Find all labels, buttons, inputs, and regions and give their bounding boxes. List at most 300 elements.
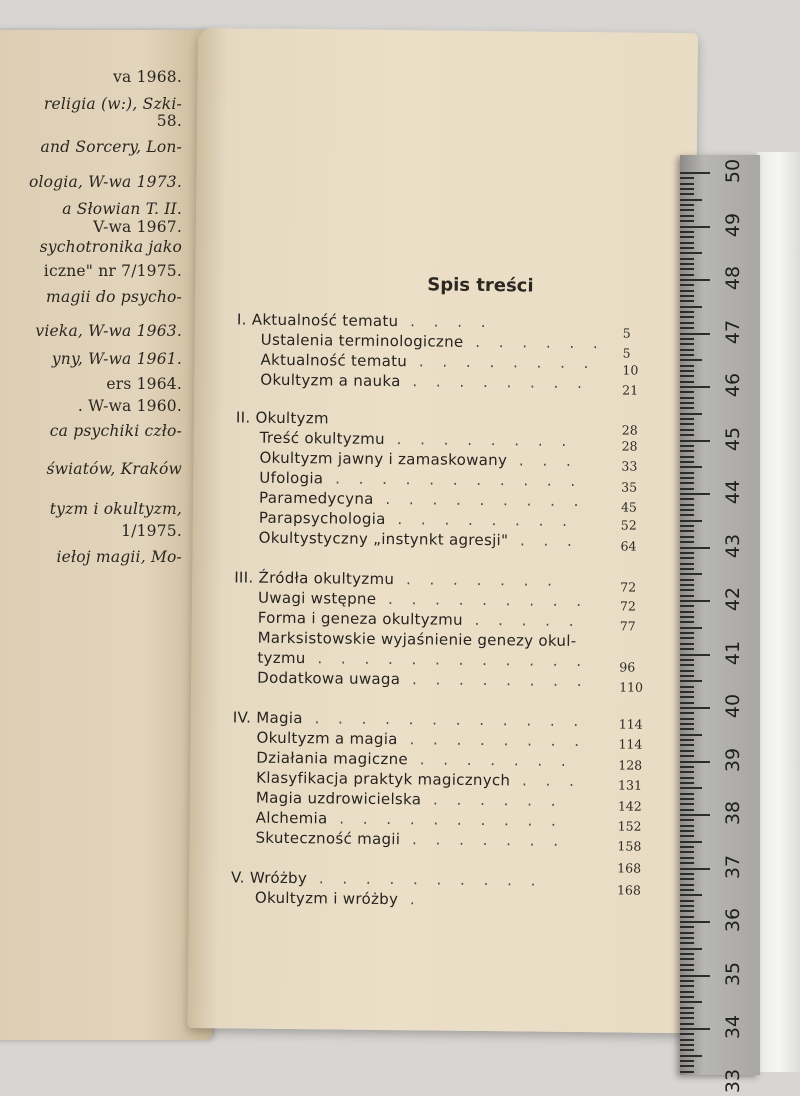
ruler-tick	[680, 386, 710, 388]
ruler-tick	[680, 744, 694, 746]
ruler-tick	[680, 830, 694, 832]
left-page-line: iełoj magii, Mo-	[56, 548, 182, 566]
toc-leader-dots: . . .	[510, 771, 581, 791]
toc-entry-title: Ufologia	[259, 468, 324, 488]
ruler-tick	[680, 461, 694, 463]
ruler-tick	[680, 1012, 694, 1014]
ruler-tick	[680, 1049, 694, 1051]
ruler-tick	[680, 686, 694, 688]
ruler-tick	[680, 894, 702, 896]
ruler-tick	[680, 338, 694, 340]
toc-entry-title: Paramedycyna	[258, 488, 374, 508]
toc-leader-dots: . . . . . . . .	[400, 372, 590, 393]
toc-page-number: 28	[621, 422, 638, 438]
toc-leader-dots: . . . . .	[462, 610, 581, 631]
toc-section	[258, 629, 577, 650]
ruler-tick	[680, 819, 694, 821]
ruler-tick	[680, 589, 694, 591]
toc-section	[260, 351, 595, 373]
toc-page-number: 110	[619, 679, 644, 695]
ruler-tick	[680, 884, 694, 886]
toc-section	[259, 529, 579, 550]
ruler-tick	[680, 391, 694, 393]
ruler-tick	[680, 975, 710, 977]
left-page-line: światów, Kraków	[46, 460, 182, 478]
ruler-tick	[680, 1065, 694, 1067]
left-page-line: vieka, W-wa 1963.	[35, 322, 182, 340]
ruler-tick	[680, 964, 694, 966]
toc-page-number: 33	[621, 458, 638, 474]
ruler-tick	[680, 958, 694, 960]
left-page-line: V-wa 1967.	[93, 218, 182, 236]
toc-entry-title: Dodatkowa uwaga	[257, 668, 401, 689]
ruler-tick	[680, 787, 702, 789]
toc-chapter	[233, 708, 586, 730]
toc-page-number: 10	[622, 362, 639, 378]
toc-leader-dots: . . .	[507, 451, 578, 471]
left-page-line: yny, W-wa 1961.	[51, 350, 182, 368]
toc-entry-title: IV. Magia	[232, 708, 303, 728]
toc-page-number: 168	[617, 860, 642, 876]
ruler-tick	[680, 654, 710, 656]
ruler-tick	[680, 1001, 702, 1003]
ruler-tick	[680, 434, 694, 436]
toc-title: Spis treści	[427, 274, 534, 297]
ruler-tick	[680, 177, 694, 179]
ruler-tick	[680, 755, 694, 757]
ruler-tick	[680, 274, 694, 276]
left-page-line: sychotronika jako	[39, 238, 182, 256]
ruler-tick	[680, 632, 694, 634]
toc-entry-title: Skuteczność magii	[255, 828, 401, 849]
ruler-tick	[680, 777, 694, 779]
toc-section	[259, 449, 577, 470]
ruler-tick	[680, 568, 694, 570]
left-page-line: va 1968.	[113, 68, 182, 86]
toc-page-number: 131	[618, 777, 643, 793]
ruler-tick	[680, 557, 694, 559]
ruler-tick	[680, 659, 694, 661]
ruler-tick	[680, 413, 702, 415]
toc-section	[258, 609, 581, 630]
ruler-tick	[680, 616, 694, 618]
left-page-line: and Sorcery, Lon-	[40, 138, 182, 156]
ruler-tick	[680, 1017, 694, 1019]
toc-leader-dots: . . . . . . . . . .	[307, 869, 543, 890]
ruler-tick	[680, 450, 694, 452]
ruler-tick	[680, 370, 694, 372]
ruler-tick	[680, 423, 694, 425]
ruler-tick	[680, 183, 694, 185]
ruler-tick	[680, 193, 694, 195]
toc-chapter	[234, 568, 559, 589]
left-page	[0, 30, 212, 1040]
ruler-tick	[680, 948, 702, 950]
toc-leader-dots: . . . . . . . .	[385, 509, 575, 530]
toc-leader-dots: . . . . . .	[463, 332, 605, 353]
ruler-tick	[680, 857, 694, 859]
toc-chapter	[231, 868, 543, 889]
toc-entry-title: Magia uzdrowicielska	[255, 788, 422, 809]
ruler-tick	[680, 204, 694, 206]
ruler-tick	[680, 664, 694, 666]
ruler-number: 37	[722, 854, 744, 879]
toc-page-number: 28	[621, 438, 638, 454]
toc-leader-dots: . . . . . . . .	[407, 352, 596, 373]
ruler-tick	[680, 675, 694, 677]
toc-page-number: 152	[617, 818, 642, 834]
ruler-tick	[680, 482, 694, 484]
toc-entry-title: Okultyzm a nauka	[260, 370, 401, 391]
ruler-tick	[680, 1033, 694, 1035]
ruler-tick	[680, 375, 694, 377]
toc-chapter	[236, 408, 329, 427]
toc-leader-dots: . . . . . . . . .	[373, 489, 586, 511]
ruler-tick	[680, 782, 694, 784]
toc-page-number: 5	[622, 345, 631, 361]
ruler-tick	[680, 242, 694, 244]
toc-page-number: 128	[618, 757, 643, 773]
toc-section	[257, 669, 589, 690]
ruler-tick	[680, 670, 694, 672]
ruler-tick	[680, 354, 694, 356]
ruler-number: 39	[722, 747, 744, 772]
left-page-line: religia (w:), Szki-	[43, 95, 182, 113]
ruler-tick	[680, 209, 694, 211]
ruler-tick	[680, 333, 710, 335]
ruler-tick	[680, 402, 694, 404]
toc-page-number: 72	[619, 598, 636, 614]
ruler-number: 45	[722, 426, 744, 451]
ruler-tick	[680, 322, 694, 324]
ruler-number: 44	[722, 479, 744, 505]
toc-section	[259, 489, 586, 510]
ruler-tick	[680, 873, 694, 875]
toc-leader-dots: . . . . . . .	[394, 570, 560, 590]
toc-leader-dots: . . . . . . . . . . . .	[305, 649, 589, 671]
ruler-tick	[680, 268, 694, 270]
ruler-tick	[680, 900, 694, 902]
toc-page-number: 52	[620, 517, 637, 533]
ruler-tick	[680, 397, 694, 399]
ruler-tick	[680, 910, 694, 912]
ruler-tick	[680, 429, 694, 431]
ruler-number: 40	[722, 693, 744, 719]
toc-section	[259, 469, 582, 490]
ruler-tick	[680, 739, 694, 741]
toc-entry-title: III. Źródła okultyzmu	[234, 568, 395, 589]
ruler-tick	[680, 916, 694, 918]
ruler-tick	[680, 472, 694, 474]
toc-page-number: 114	[618, 736, 643, 752]
ruler-tick	[680, 365, 694, 367]
ruler-tick	[680, 536, 694, 538]
ruler-tick	[680, 611, 694, 613]
ruler-tick	[680, 595, 694, 597]
toc-leader-dots: . . . . . . .	[407, 750, 573, 770]
ruler-tick	[680, 247, 694, 249]
toc-leader-dots: . . . . . . . .	[400, 670, 589, 691]
ruler-tick	[680, 712, 694, 714]
ruler-tick	[680, 926, 694, 928]
ruler-number: 36	[722, 907, 744, 933]
ruler	[680, 155, 760, 1093]
ruler-tick	[680, 809, 694, 811]
toc-leader-dots: . . . . . . . . . . .	[323, 469, 583, 491]
ruler-tick	[680, 440, 710, 442]
ruler-tick	[680, 627, 702, 629]
toc-leader-dots: . . . . . . .	[400, 830, 566, 850]
toc-page-number: 158	[617, 838, 642, 854]
ruler-tick	[680, 996, 694, 998]
ruler-tick	[680, 750, 694, 752]
ruler-tick	[680, 718, 694, 720]
ruler-tick	[680, 215, 694, 217]
toc-leader-dots: . . . . . . . .	[384, 429, 574, 450]
ruler-tick	[680, 563, 694, 565]
ruler-tick	[680, 520, 702, 522]
ruler-tick	[680, 504, 694, 506]
toc-page-number: 77	[619, 618, 636, 634]
left-page-line: . W-wa 1960.	[77, 397, 182, 415]
ruler-number: 47	[722, 319, 744, 344]
ruler-tick	[680, 327, 694, 329]
ruler-tick	[680, 231, 694, 233]
ruler-tick	[680, 825, 694, 827]
ruler-tick	[680, 841, 702, 843]
ruler-tick	[680, 985, 694, 987]
toc-section	[259, 509, 574, 530]
ruler-tick	[680, 258, 694, 260]
ruler-tick	[680, 702, 694, 704]
ruler-edge	[757, 152, 800, 1072]
ruler-tick	[680, 691, 694, 693]
ruler-number: 41	[722, 640, 744, 665]
ruler-tick	[680, 621, 694, 623]
ruler-tick	[680, 905, 694, 907]
left-page-line: magii do psycho-	[46, 288, 182, 306]
toc-entry-title: Okultyzm i wróżby	[254, 888, 399, 909]
ruler-tick	[680, 942, 694, 944]
ruler-tick	[680, 1071, 694, 1073]
ruler-tick	[680, 793, 694, 795]
ruler-tick	[680, 493, 710, 495]
ruler-tick	[680, 1028, 710, 1030]
toc-entry-title: Aktualność tematu	[260, 350, 408, 371]
toc-entry-title: Forma i geneza okultyzmu	[257, 608, 463, 629]
toc-page-number: 45	[620, 499, 637, 515]
toc-leader-dots: . . . . . . . . .	[376, 589, 589, 611]
ruler-number: 48	[722, 265, 744, 291]
toc-entry-title: Uwagi wstępne	[257, 588, 377, 608]
left-page-line: a Słowian T. II.	[62, 200, 182, 218]
ruler-tick	[680, 846, 694, 848]
table-of-contents-page	[188, 28, 698, 1033]
ruler-tick	[680, 835, 694, 837]
toc-section	[256, 809, 563, 830]
ruler-tick	[680, 514, 694, 516]
ruler-tick	[680, 466, 702, 468]
ruler-tick	[680, 236, 694, 238]
ruler-tick	[680, 771, 694, 773]
toc-section	[256, 769, 581, 790]
ruler-number: 33	[722, 1068, 744, 1093]
ruler-tick	[680, 263, 694, 265]
ruler-tick	[680, 573, 702, 575]
ruler-tick	[680, 579, 694, 581]
ruler-tick	[680, 477, 694, 479]
ruler-tick	[680, 851, 694, 853]
toc-entry-title: I. Aktualność tematu	[236, 310, 399, 331]
ruler-number: 49	[722, 212, 744, 237]
toc-section	[258, 589, 588, 610]
toc-chapter	[237, 310, 493, 331]
ruler-number: 43	[722, 533, 744, 558]
ruler-number: 35	[722, 961, 744, 986]
toc-page-number: 142	[617, 798, 642, 814]
toc-entry-title: Marksistowskie wyjaśnienie genezy okul-	[257, 628, 577, 650]
ruler-tick	[680, 525, 694, 527]
ruler-tick	[680, 980, 694, 982]
ruler-tick	[680, 1055, 702, 1057]
left-page-line: 1/1975.	[121, 522, 182, 540]
toc-section	[260, 371, 589, 392]
toc-section	[256, 729, 586, 750]
ruler-tick	[680, 868, 710, 870]
ruler-tick	[680, 530, 694, 532]
ruler-tick	[680, 798, 694, 800]
ruler-tick	[680, 1044, 694, 1046]
toc-section	[260, 429, 574, 450]
toc-section	[255, 889, 422, 909]
ruler-tick	[680, 488, 694, 490]
ruler-tick	[680, 637, 694, 639]
toc-entry-title: Klasyfikacja praktyk magicznych	[256, 768, 511, 790]
toc-section	[261, 331, 605, 353]
ruler-tick	[680, 316, 694, 318]
ruler-number: 38	[722, 800, 744, 826]
ruler-tick	[680, 295, 694, 297]
ruler-tick	[680, 290, 694, 292]
toc-section	[256, 749, 573, 770]
toc-entry-title: Treść okultyzmu	[259, 428, 385, 448]
ruler-tick	[680, 605, 694, 607]
ruler-tick	[680, 456, 694, 458]
ruler-number: 46	[722, 372, 744, 398]
ruler-tick	[680, 878, 694, 880]
left-page-line: tyzm i okultyzm,	[49, 500, 182, 518]
ruler-tick	[680, 498, 694, 500]
toc-entry-title: Ustalenia terminologiczne	[260, 330, 464, 351]
ruler-tick	[680, 220, 694, 222]
toc-leader-dots: . . . . . . . .	[397, 730, 587, 751]
toc-page-number: 21	[622, 382, 639, 398]
ruler-tick	[680, 643, 694, 645]
ruler-tick	[680, 648, 694, 650]
left-page-line: ologia, W-wa 1973.	[28, 173, 182, 191]
ruler-tick	[680, 252, 702, 254]
ruler-tick	[680, 199, 702, 201]
ruler-tick	[680, 381, 694, 383]
ruler-tick	[680, 932, 694, 934]
ruler-tick	[680, 226, 710, 228]
ruler-tick	[680, 766, 694, 768]
ruler-tick	[680, 969, 694, 971]
ruler-tick	[680, 172, 710, 174]
ruler-tick	[680, 359, 702, 361]
ruler-tick	[680, 343, 694, 345]
ruler-tick	[680, 279, 710, 281]
ruler-tick	[680, 284, 694, 286]
toc-page-number: 72	[620, 579, 637, 595]
toc-section	[255, 829, 565, 850]
ruler-tick	[680, 803, 694, 805]
toc-leader-dots: . . . . . . . . . .	[327, 809, 563, 830]
ruler-tick	[680, 188, 694, 190]
left-page-line: iczne" nr 7/1975.	[43, 262, 182, 280]
ruler-tick	[680, 921, 710, 923]
toc-entry-title: V. Wróżby	[231, 868, 308, 888]
ruler-tick	[680, 696, 694, 698]
toc-leader-dots: . . . .	[398, 312, 493, 332]
ruler-tick	[680, 311, 694, 313]
toc-page-number: 64	[620, 538, 637, 554]
ruler-number: 50	[722, 158, 744, 184]
ruler-tick	[680, 862, 694, 864]
toc-page-number: 168	[616, 882, 641, 898]
toc-section	[257, 649, 588, 670]
ruler-tick	[680, 445, 694, 447]
toc-page-number: 35	[621, 479, 638, 495]
ruler-number: 42	[722, 586, 744, 612]
ruler-tick	[680, 1039, 694, 1041]
ruler-tick	[680, 552, 694, 554]
ruler-tick	[680, 1023, 694, 1025]
toc-leader-dots: .	[398, 890, 422, 909]
ruler-tick	[680, 600, 710, 602]
ruler-tick	[680, 707, 710, 709]
toc-page-number: 96	[619, 659, 636, 675]
ruler-tick	[680, 889, 694, 891]
ruler-tick	[680, 306, 702, 308]
ruler-tick	[680, 541, 694, 543]
toc-page-number: 114	[618, 716, 643, 732]
ruler-tick	[680, 937, 694, 939]
ruler-tick	[680, 680, 702, 682]
ruler-tick	[680, 584, 694, 586]
toc-leader-dots: . . .	[508, 531, 579, 551]
toc-entry-title: Działania magiczne	[256, 748, 409, 769]
toc-entry-title: Parapsychologia	[258, 508, 386, 528]
toc-leader-dots: . . . . . .	[421, 790, 563, 810]
toc-entry-title: tyzmu	[257, 648, 306, 668]
ruler-tick	[680, 300, 694, 302]
ruler-tick	[680, 418, 694, 420]
ruler-tick	[680, 814, 710, 816]
toc-entry-title: Alchemia	[255, 808, 328, 828]
ruler-tick	[680, 407, 694, 409]
ruler-number: 34	[722, 1014, 744, 1040]
left-page-line: ers 1964.	[106, 375, 182, 393]
left-page-line: 58.	[156, 112, 182, 130]
ruler-tick	[680, 547, 710, 549]
toc-entry-title: Okultystyczny „instynkt agresji"	[258, 528, 509, 550]
left-page-line: ca psychiki czło-	[49, 422, 182, 440]
toc-leader-dots: . . . . . . . . . . . .	[302, 709, 586, 731]
toc-entry-title: Okultyzm a magia	[256, 728, 398, 749]
ruler-tick	[680, 723, 694, 725]
ruler-tick	[680, 761, 710, 763]
